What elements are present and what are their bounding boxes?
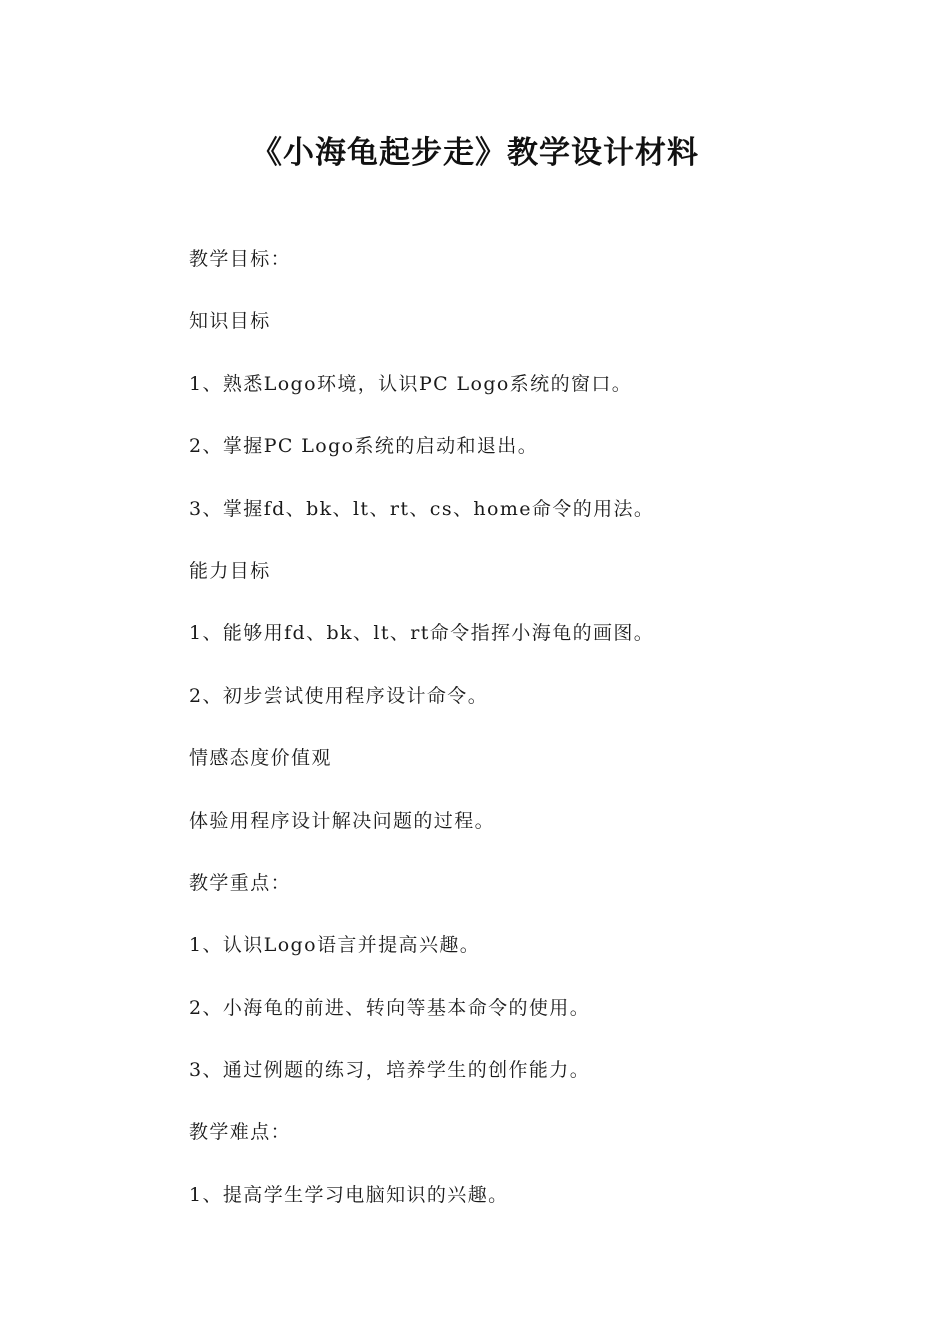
paragraph-line: 1、熟悉Logo环境，认识PC Logo系统的窗口。 (189, 372, 633, 395)
subheading-emotional-values: 情感态度价值观 (189, 747, 332, 770)
section-heading-difficulties: 教学难点： (189, 1121, 292, 1144)
paragraph-line: 1、认识Logo语言并提高兴趣。 (189, 934, 481, 957)
paragraph-line: 1、能够用fd、bk、lt、rt命令指挥小海龟的画图。 (189, 622, 655, 645)
paragraph-line: 3、通过例题的练习，培养学生的创作能力。 (189, 1059, 591, 1082)
paragraph-line: 2、掌握PC Logo系统的启动和退出。 (189, 435, 539, 458)
document-title: 《小海龟起步走》教学设计材料 (251, 135, 699, 171)
paragraph-line: 3、掌握fd、bk、lt、rt、cs、home命令的用法。 (189, 497, 655, 520)
paragraph-line: 2、小海龟的前进、转向等基本命令的使用。 (189, 996, 591, 1019)
paragraph-line: 体验用程序设计解决问题的过程。 (189, 809, 496, 832)
paragraph-line: 2、初步尝试使用程序设计命令。 (189, 684, 489, 707)
subheading-knowledge-goals: 知识目标 (189, 310, 271, 333)
section-heading-teaching-goals: 教学目标： (189, 248, 292, 270)
document-body (189, 240, 889, 1238)
subheading-ability-goals: 能力目标 (189, 559, 271, 582)
section-heading-key-points: 教学重点： (189, 871, 292, 894)
paragraph-line: 1、提高学生学习电脑知识的兴趣。 (189, 1183, 509, 1206)
